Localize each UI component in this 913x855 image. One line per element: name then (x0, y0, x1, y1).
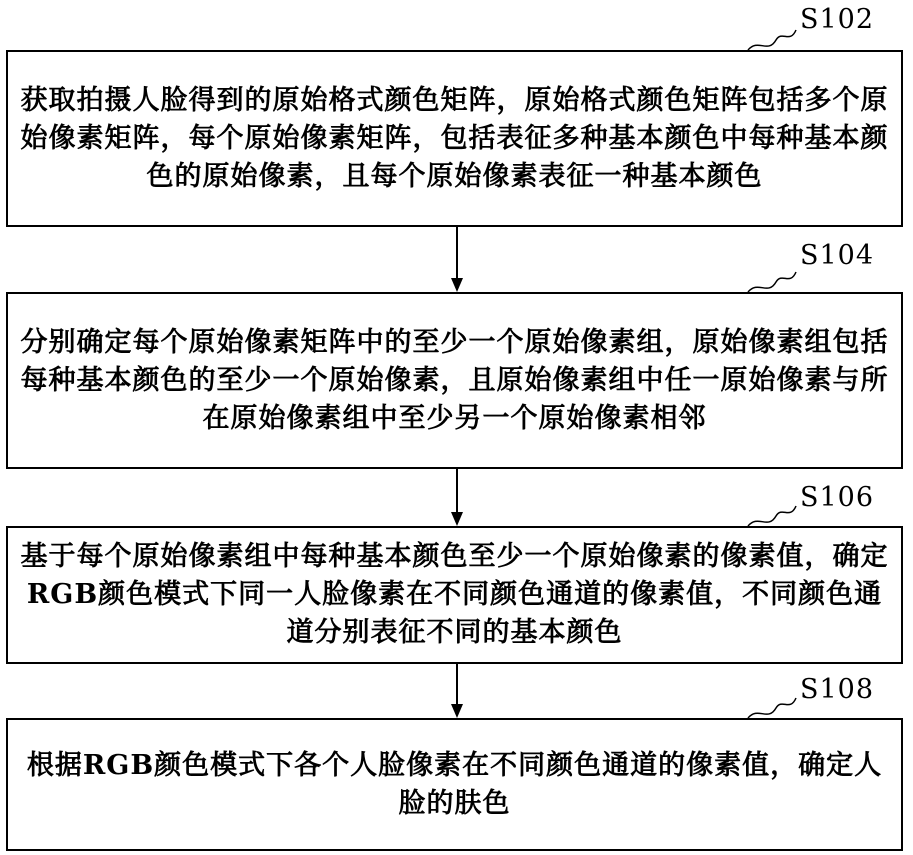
step-label-s104: S104 (800, 240, 875, 271)
arrowhead-s102-s104 (451, 278, 463, 292)
step-text-s108: 根据RGB颜色模式下各个人脸像素在不同颜色通道的像素值，确定人脸的肤色 (26, 749, 883, 819)
step-text-s106: 基于每个原始像素组中每种基本颜色至少一个原始像素的像素值，确定RGB颜色模式下同一人脸像素在不同颜色通道的像素值，不同颜色通道分别表征不同的基本颜色 (20, 541, 889, 648)
leader-s104 (748, 272, 796, 292)
step-box-s106 (6, 526, 903, 664)
arrowhead-s104-s106 (451, 512, 463, 526)
step-box-s108 (6, 718, 903, 851)
leader-s108 (748, 698, 796, 718)
step-box-s104 (6, 292, 903, 469)
step-label-s106: S106 (800, 482, 875, 513)
step-text-s102: 获取拍摄人脸得到的原始格式颜色矩阵，原始格式颜色矩阵包括多个原始像素矩阵，每个原始像素矩阵，包括表征多种基本颜色中每种基本颜色的原始像素，且每个原始像素表征一种基本颜色 (20, 84, 889, 192)
step-label-s108: S108 (800, 674, 875, 705)
arrowhead-s106-s108 (451, 704, 463, 718)
step-box-s102 (6, 50, 903, 227)
step-label-s102: S102 (800, 4, 875, 35)
leader-s102 (748, 30, 796, 50)
leader-s106 (748, 506, 796, 526)
step-text-s104: 分别确定每个原始像素矩阵中的至少一个原始像素组，原始像素组包括每种基本颜色的至少一个原始像素，且原始像素组中任一原始像素与所在原始像素组中至少另一个原始像素相邻 (20, 326, 889, 434)
